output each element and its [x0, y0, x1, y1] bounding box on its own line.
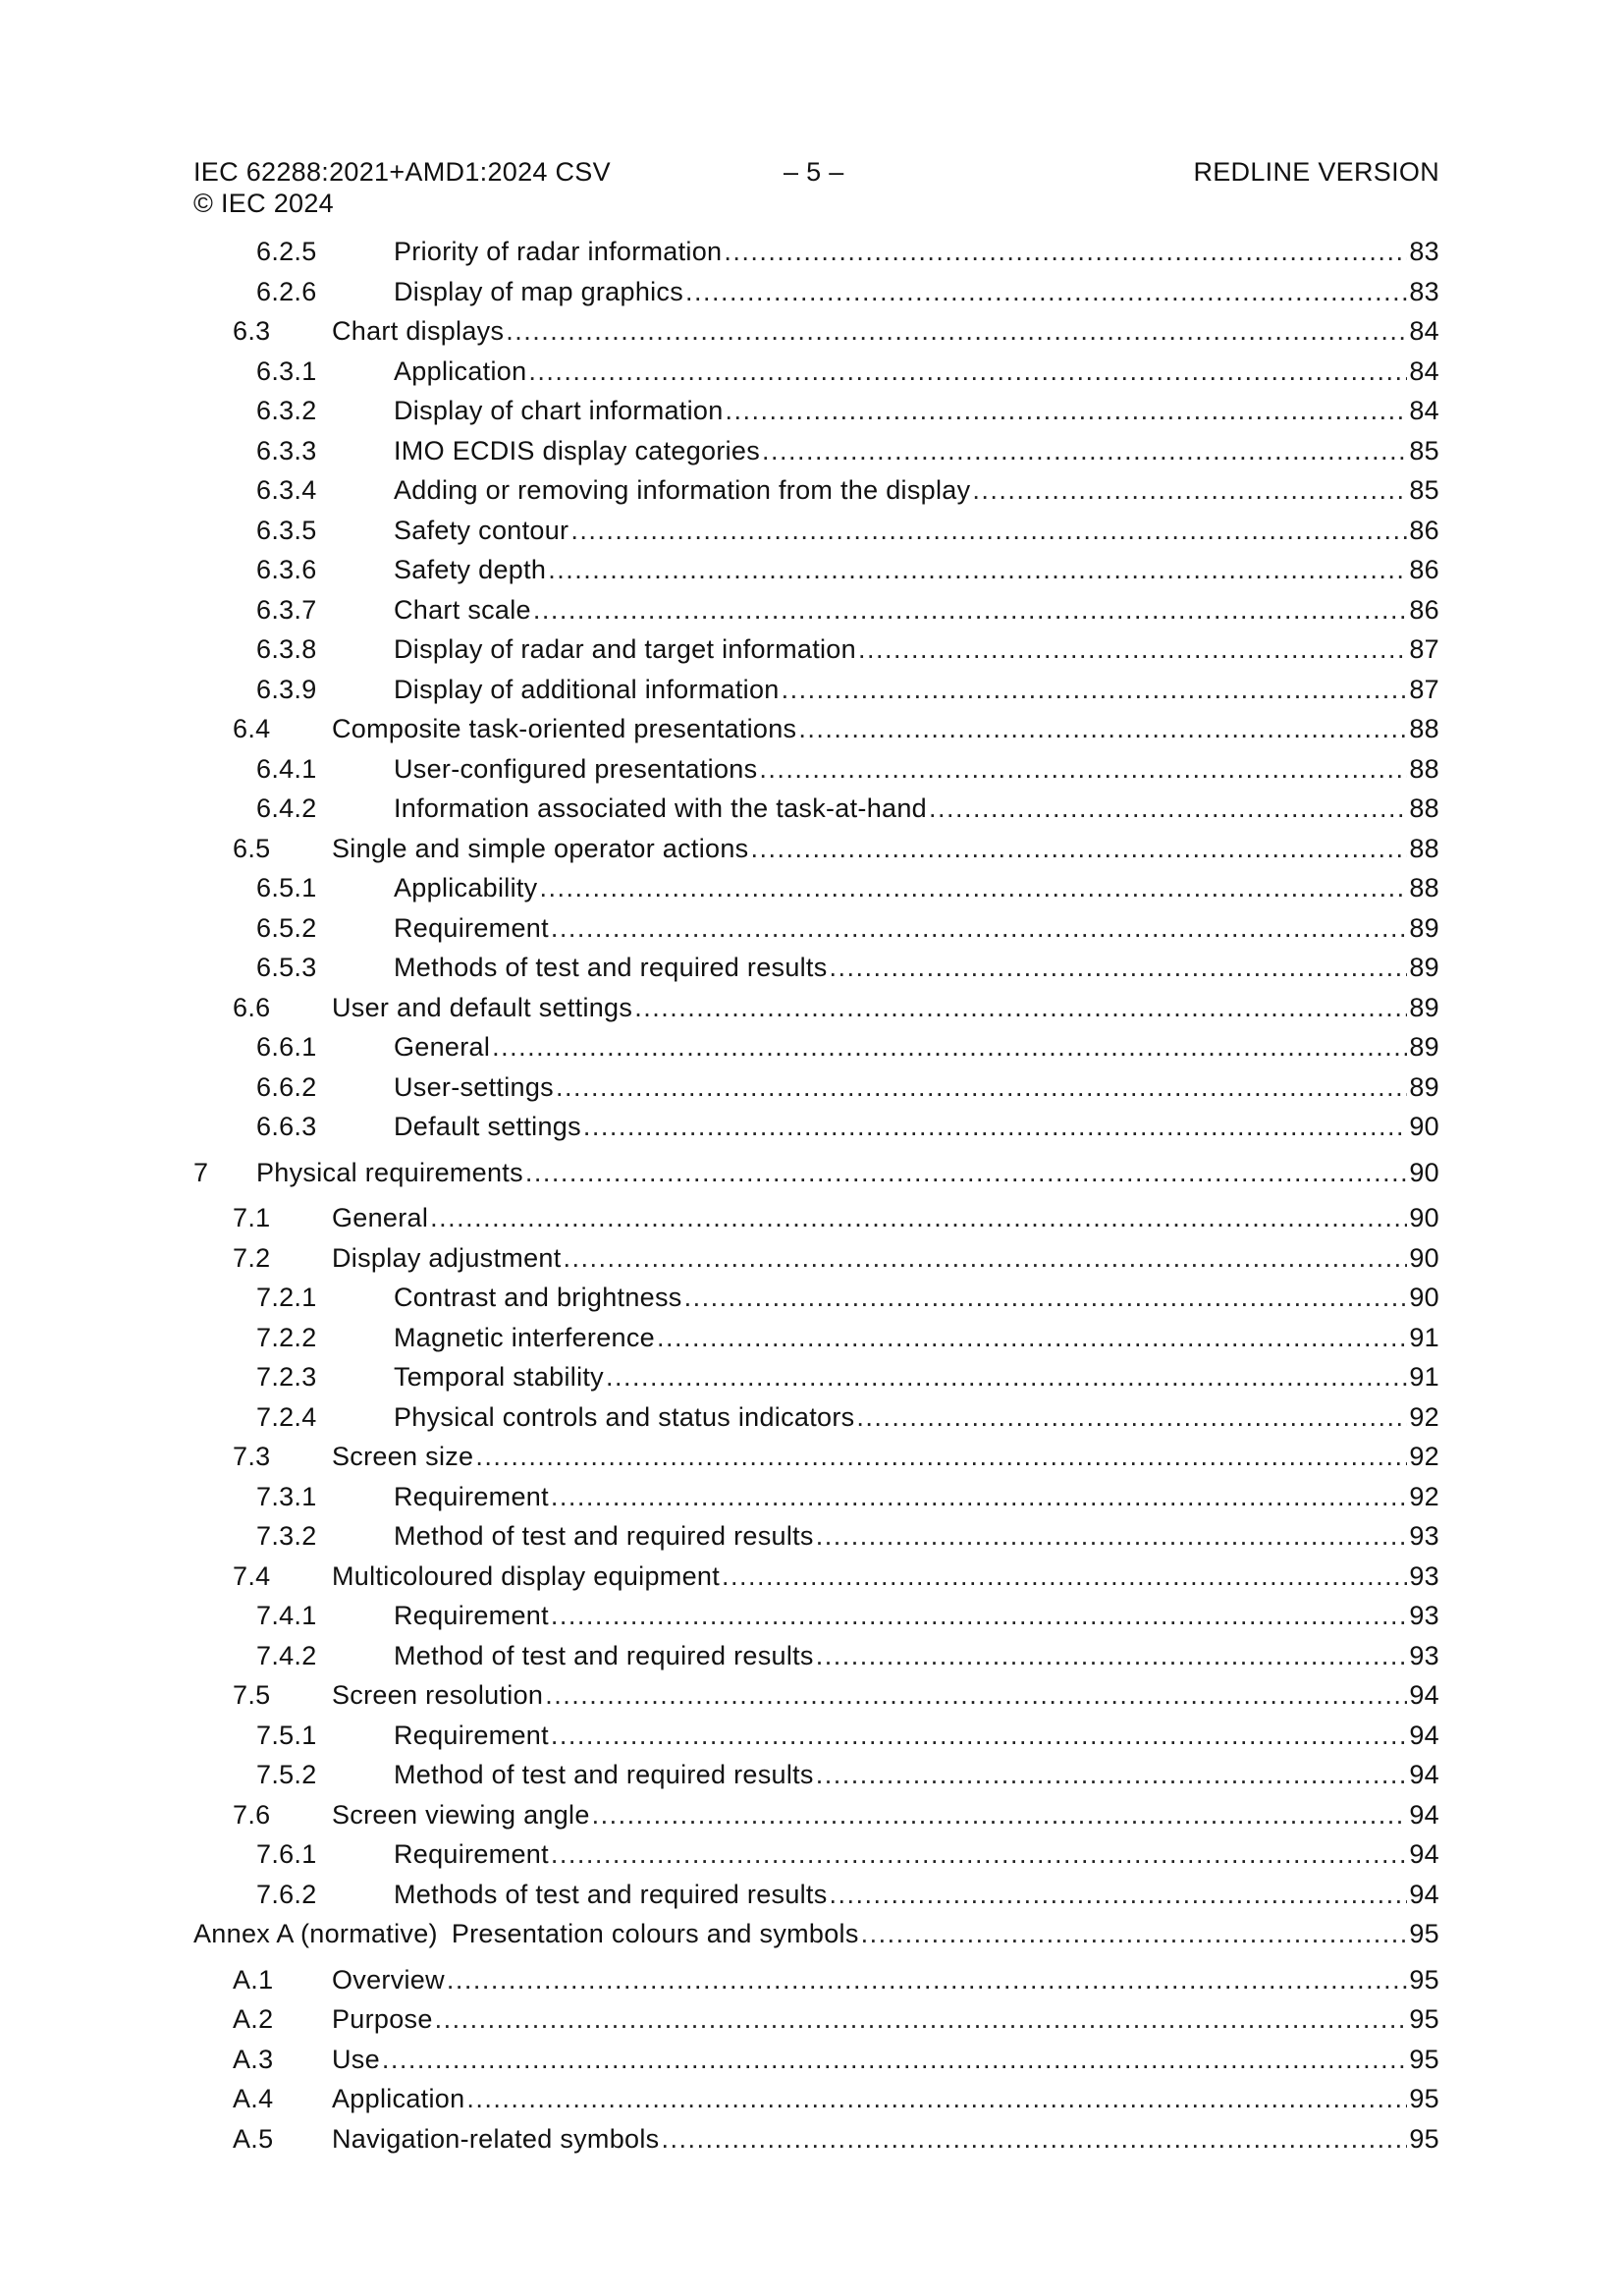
toc-entry-page: 94: [1409, 1879, 1439, 1909]
toc-entry-title: Navigation-related symbols: [332, 2123, 660, 2154]
toc-entry[interactable]: [193, 1198, 1439, 1238]
dot-leader: [551, 1477, 1407, 1517]
dot-leader: [685, 272, 1407, 312]
toc-entry-number: 6.3.7: [256, 594, 317, 625]
toc-entry-number: 6.6: [233, 992, 271, 1022]
toc-entry-page: 88: [1409, 873, 1439, 902]
toc-entry-title: Display of chart information: [394, 396, 724, 425]
dot-leader: [545, 1675, 1407, 1716]
dot-leader: [762, 431, 1407, 471]
toc-entry-number: 6.3.6: [256, 555, 317, 584]
toc-entry-title: Application: [332, 2084, 465, 2113]
toc-entry-page: 85: [1409, 475, 1439, 505]
dot-leader: [684, 1278, 1408, 1318]
toc-entry-page: 86: [1409, 594, 1439, 625]
header-copyright: © IEC 2024: [193, 189, 334, 218]
toc-entry-page: 95: [1409, 1919, 1439, 1948]
toc-entry[interactable]: [193, 1153, 1439, 1193]
toc-entry[interactable]: [193, 948, 1439, 988]
toc-entry[interactable]: [193, 1716, 1439, 1756]
toc-entry-number: 7.5: [233, 1680, 271, 1710]
toc-entry-number: 7.5.1: [256, 1720, 317, 1750]
toc-entry-page: 93: [1409, 1640, 1439, 1670]
toc-entry-title: General: [332, 1203, 429, 1232]
toc-entry-title: Method of test and required results: [394, 1640, 814, 1670]
toc-entry-page: 94: [1409, 1799, 1439, 1830]
dot-leader: [551, 1834, 1407, 1875]
toc-entry-number: 7.6.2: [256, 1879, 317, 1909]
dot-leader: [548, 550, 1407, 590]
toc-entry[interactable]: [193, 550, 1439, 590]
toc-entry-page: 88: [1409, 793, 1439, 823]
toc-entry[interactable]: [193, 1067, 1439, 1108]
toc-entry-page: 90: [1409, 1242, 1439, 1273]
toc-entry-number: 7.3.1: [256, 1481, 317, 1511]
dot-leader: [856, 1397, 1407, 1438]
toc-entry-page: 94: [1409, 1720, 1439, 1750]
dot-leader: [724, 232, 1407, 272]
dot-leader: [551, 1596, 1407, 1636]
toc-entry[interactable]: [193, 2079, 1439, 2119]
toc-entry-title: Display of radar and target information: [394, 634, 856, 664]
dot-leader: [583, 1107, 1407, 1147]
toc-entry-number: 6.6.3: [256, 1112, 317, 1141]
toc-entry-page: 93: [1409, 1601, 1439, 1630]
toc-entry-number: 6.3.2: [256, 396, 317, 425]
dot-leader: [798, 709, 1407, 749]
toc-entry[interactable]: [193, 1960, 1439, 2000]
toc-entry-number: 7.5.2: [256, 1760, 317, 1789]
toc-entry-page: 87: [1409, 674, 1439, 704]
toc-entry-title: Default settings: [394, 1112, 581, 1141]
header-page-number: – 5 –: [784, 157, 844, 187]
toc-entry-number: 6.2.5: [256, 237, 317, 266]
dot-leader: [492, 1027, 1407, 1067]
dot-leader: [972, 470, 1407, 511]
dot-leader: [816, 1636, 1408, 1676]
toc-entry-title: Display of additional information: [394, 674, 780, 704]
toc-entry-title: Priority of radar information: [394, 237, 723, 266]
toc-entry[interactable]: [193, 908, 1439, 949]
toc-entry-page: 95: [1409, 2084, 1439, 2113]
toc-entry-page: 84: [1409, 396, 1439, 425]
toc-entry-page: 86: [1409, 555, 1439, 584]
dot-leader: [722, 1557, 1407, 1597]
toc-entry-page: 89: [1409, 992, 1439, 1022]
toc-entry-title: Use: [332, 2044, 380, 2074]
toc-entry-page: 91: [1409, 1362, 1439, 1392]
dot-leader: [750, 829, 1407, 869]
toc-entry[interactable]: [193, 391, 1439, 431]
toc-entry-page: 84: [1409, 316, 1439, 346]
toc-entry[interactable]: [193, 1596, 1439, 1636]
dot-leader: [606, 1357, 1407, 1397]
dot-leader: [861, 1914, 1408, 1954]
toc-entry-title: Requirement: [394, 1481, 549, 1511]
dot-leader: [816, 1755, 1408, 1795]
toc-entry-title: Requirement: [394, 912, 549, 943]
toc-entry[interactable]: [193, 709, 1439, 749]
toc-entry-title: Application: [394, 355, 527, 386]
toc-entry-number: 7.1: [233, 1203, 271, 1232]
toc-entry[interactable]: [193, 988, 1439, 1028]
dot-leader: [528, 352, 1407, 392]
toc-entry-page: 92: [1409, 1442, 1439, 1471]
toc-entry-number: Annex A (normative): [193, 1919, 438, 1948]
dot-leader: [858, 629, 1407, 670]
toc-entry-page: 87: [1409, 634, 1439, 664]
toc-entry-title: User and default settings: [332, 992, 633, 1022]
toc-entry-title: Contrast and brightness: [394, 1283, 682, 1312]
toc-entry-title: Chart scale: [394, 594, 531, 625]
toc-entry[interactable]: [193, 749, 1439, 790]
toc-entry-page: 94: [1409, 1839, 1439, 1869]
toc-entry-number: 6.5: [233, 833, 271, 863]
toc-entry-title: Purpose: [332, 2004, 433, 2034]
toc-entry-page: 89: [1409, 912, 1439, 943]
toc-entry-page: 90: [1409, 1112, 1439, 1141]
toc-entry-title: User-configured presentations: [394, 753, 758, 784]
toc-entry-number: 6.3.1: [256, 355, 317, 386]
toc-entry[interactable]: [193, 670, 1439, 710]
header-standard-id: IEC 62288:2021+AMD1:2024 CSV: [193, 157, 611, 187]
toc-entry-title: Screen resolution: [332, 1680, 544, 1710]
toc-entry-page: 90: [1409, 1203, 1439, 1232]
dot-leader: [726, 391, 1408, 431]
dot-leader: [634, 988, 1407, 1028]
dot-leader: [539, 868, 1407, 908]
toc-entry[interactable]: [193, 1357, 1439, 1397]
toc-entry-page: 85: [1409, 435, 1439, 465]
toc-entry-title: Safety depth: [394, 555, 547, 584]
dot-leader: [592, 1795, 1408, 1835]
dot-leader: [466, 2079, 1407, 2119]
toc-entry[interactable]: [193, 629, 1439, 670]
toc-entry-page: 95: [1409, 2123, 1439, 2154]
toc-entry-title: Physical requirements: [256, 1157, 523, 1187]
toc-entry-number: 6.3.8: [256, 634, 317, 664]
toc-entry-page: 94: [1409, 1760, 1439, 1789]
toc-entry-number: 6.5.1: [256, 873, 317, 902]
toc-entry-title: Overview: [332, 1964, 445, 1995]
toc-entry[interactable]: [193, 1238, 1439, 1279]
toc-entry-title: User-settings: [394, 1071, 554, 1102]
toc-entry-number: 6.5.2: [256, 912, 317, 943]
toc-entry-number: 7.4: [233, 1560, 271, 1591]
toc-entry-number: 7.2.2: [256, 1322, 317, 1352]
toc-entry-title: Method of test and required results: [394, 1760, 814, 1789]
toc-entry-title: Methods of test and required results: [394, 953, 828, 982]
toc-entry-title: Display of map graphics: [394, 276, 684, 306]
toc-entry-number: A.3: [233, 2044, 274, 2074]
toc-entry-title: Physical controls and status indicators: [394, 1401, 855, 1432]
toc-entry[interactable]: [193, 1999, 1439, 2040]
toc-entry[interactable]: [193, 829, 1439, 869]
toc-entry[interactable]: [193, 1795, 1439, 1835]
toc-entry[interactable]: [193, 470, 1439, 511]
toc-entry[interactable]: [193, 2040, 1439, 2080]
toc-entry-title: Methods of test and required results: [394, 1879, 828, 1909]
toc-entry-page: 90: [1409, 1283, 1439, 1312]
toc-entry-page: 83: [1409, 276, 1439, 306]
dot-leader: [435, 1999, 1408, 2040]
toc-entry-number: 7: [193, 1157, 209, 1187]
toc-entry-title: Safety contour: [394, 515, 569, 545]
dot-leader: [830, 1875, 1408, 1915]
dot-leader: [759, 749, 1407, 790]
toc-entry-number: 6.3.9: [256, 674, 317, 704]
toc-entry-title: Magnetic interference: [394, 1322, 655, 1352]
toc-entry[interactable]: [193, 789, 1439, 829]
toc-entry-title: Chart displays: [332, 316, 505, 346]
toc-entry[interactable]: [193, 511, 1439, 551]
toc-entry-title: Single and simple operator actions: [332, 833, 749, 863]
toc-entry-title: Adding or removing information from the display: [394, 475, 971, 505]
toc-entry-page: 88: [1409, 714, 1439, 743]
toc-entry-number: 6.4.1: [256, 753, 317, 784]
header-version: REDLINE VERSION: [1193, 157, 1439, 187]
toc-entry-page: 86: [1409, 515, 1439, 545]
toc-entry-number: A.4: [233, 2084, 274, 2113]
toc-entry[interactable]: [193, 352, 1439, 392]
toc-entry-page: 89: [1409, 953, 1439, 982]
toc-entry-title: General: [394, 1032, 491, 1062]
toc-entry[interactable]: [193, 1397, 1439, 1438]
dot-leader: [506, 311, 1407, 352]
toc-entry[interactable]: [193, 1278, 1439, 1318]
toc-entry[interactable]: [193, 1318, 1439, 1358]
toc-entry[interactable]: [193, 272, 1439, 312]
toc-entry-number: A.2: [233, 2004, 274, 2034]
toc-entry[interactable]: [193, 1437, 1439, 1477]
dot-leader: [525, 1153, 1407, 1193]
toc-entry-title: Requirement: [394, 1601, 549, 1630]
toc-entry-number: 7.2.3: [256, 1362, 317, 1392]
toc-entry-number: 6.4.2: [256, 793, 317, 823]
dot-leader: [430, 1198, 1407, 1238]
toc-entry-title: Composite task-oriented presentations: [332, 714, 797, 743]
toc-entry-number: 6.3: [233, 316, 271, 346]
toc-entry-number: A.5: [233, 2123, 274, 2154]
dot-leader: [447, 1960, 1407, 2000]
toc-entry-title: Requirement: [394, 1720, 549, 1750]
toc-entry-number: 7.2.1: [256, 1283, 317, 1312]
toc-entry-page: 88: [1409, 833, 1439, 863]
toc-entry-page: 95: [1409, 2044, 1439, 2074]
toc-entry-number: 6.3.3: [256, 435, 317, 465]
toc-entry-number: 7.6: [233, 1799, 271, 1830]
toc-entry-number: 6.6.1: [256, 1032, 317, 1062]
toc-entry[interactable]: [193, 1557, 1439, 1597]
toc-entry-page: 89: [1409, 1032, 1439, 1062]
toc-entry[interactable]: [193, 868, 1439, 908]
toc-entry-page: 95: [1409, 1964, 1439, 1995]
dot-leader: [570, 511, 1407, 551]
toc-entry-number: 7.3.2: [256, 1521, 317, 1551]
dot-leader: [475, 1437, 1407, 1477]
toc-entry-number: 6.6.2: [256, 1071, 317, 1102]
table-of-contents: [193, 232, 1439, 2159]
toc-entry-title: Requirement: [394, 1839, 549, 1869]
toc-entry[interactable]: [193, 311, 1439, 352]
toc-entry-number: 6.5.3: [256, 953, 317, 982]
toc-entry[interactable]: [193, 1027, 1439, 1067]
toc-entry-page: 94: [1409, 1680, 1439, 1710]
toc-entry-title: Applicability: [394, 873, 538, 902]
toc-entry-title: Presentation colours and symbols: [451, 1919, 859, 1948]
dot-leader: [551, 1716, 1407, 1756]
toc-entry-number: 7.2: [233, 1242, 271, 1273]
toc-entry-page: 83: [1409, 237, 1439, 266]
toc-entry[interactable]: [193, 1875, 1439, 1915]
dot-leader: [564, 1238, 1408, 1279]
dot-leader: [661, 2119, 1407, 2159]
toc-entry[interactable]: [193, 1675, 1439, 1716]
dot-leader: [556, 1067, 1407, 1108]
dot-leader: [782, 670, 1408, 710]
toc-entry-page: 93: [1409, 1560, 1439, 1591]
toc-entry[interactable]: [193, 1636, 1439, 1676]
toc-entry-title: Information associated with the task-at-hand: [394, 793, 927, 823]
toc-entry[interactable]: [193, 1914, 1439, 1954]
toc-entry[interactable]: [193, 1755, 1439, 1795]
dot-leader: [533, 590, 1408, 630]
toc-entry-page: 93: [1409, 1521, 1439, 1551]
toc-entry[interactable]: [193, 2119, 1439, 2159]
toc-entry-title: Screen viewing angle: [332, 1799, 590, 1830]
toc-entry-number: 7.2.4: [256, 1401, 317, 1432]
toc-entry-title: Multicoloured display equipment: [332, 1560, 721, 1591]
toc-entry-page: 84: [1409, 355, 1439, 386]
toc-entry-number: A.1: [233, 1964, 274, 1995]
toc-entry-page: 90: [1409, 1157, 1439, 1187]
toc-entry-page: 91: [1409, 1322, 1439, 1352]
dot-leader: [382, 2040, 1407, 2080]
toc-entry-number: 7.6.1: [256, 1839, 317, 1869]
toc-entry-number: 7.3: [233, 1442, 271, 1471]
toc-entry[interactable]: [193, 1516, 1439, 1557]
dot-leader: [657, 1318, 1407, 1358]
dot-leader: [929, 789, 1407, 829]
toc-entry-page: 88: [1409, 753, 1439, 784]
toc-entry-page: 92: [1409, 1481, 1439, 1511]
toc-entry-title: Method of test and required results: [394, 1521, 814, 1551]
toc-entry-number: 6.3.4: [256, 475, 317, 505]
dot-leader: [551, 908, 1407, 949]
toc-entry-page: 95: [1409, 2004, 1439, 2034]
toc-entry-title: Display adjustment: [332, 1242, 562, 1273]
toc-entry[interactable]: [193, 1834, 1439, 1875]
dot-leader: [816, 1516, 1408, 1557]
toc-entry[interactable]: [193, 1107, 1439, 1147]
dot-leader: [830, 948, 1408, 988]
toc-entry[interactable]: [193, 1477, 1439, 1517]
toc-entry-number: 7.4.1: [256, 1601, 317, 1630]
toc-entry-title: Temporal stability: [394, 1362, 604, 1392]
toc-entry[interactable]: [193, 590, 1439, 630]
toc-entry[interactable]: [193, 232, 1439, 272]
toc-entry-number: 6.3.5: [256, 515, 317, 545]
toc-entry-page: 89: [1409, 1071, 1439, 1102]
toc-entry-number: 6.4: [233, 714, 271, 743]
toc-entry[interactable]: [193, 431, 1439, 471]
toc-entry-page: 92: [1409, 1401, 1439, 1432]
toc-entry-title: IMO ECDIS display categories: [394, 435, 761, 465]
toc-entry-title: Screen size: [332, 1442, 474, 1471]
toc-entry-number: 7.4.2: [256, 1640, 317, 1670]
toc-entry-number: 6.2.6: [256, 276, 317, 306]
